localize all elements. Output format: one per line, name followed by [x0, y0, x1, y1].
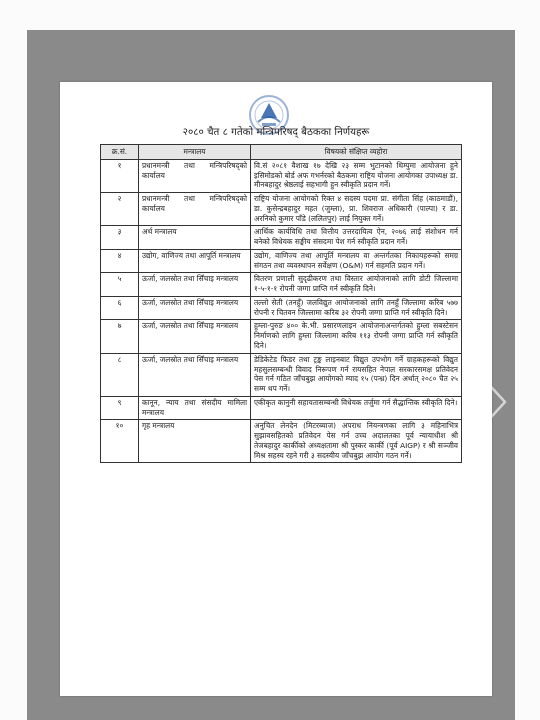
- row-number: ५: [101, 273, 139, 297]
- row-decision: एकीकृत कानुनी सहायतासम्बन्धी विधेयक तर्जुमा गर्न सैद्धान्तिक स्वीकृति दिने।: [251, 396, 462, 420]
- header-ministry: मन्त्रालय: [139, 145, 251, 160]
- row-decision: डेडिकेटेड फिडर तथा ट्रङ्क लाइनबाट विद्युत उपभोग गर्ने ग्राहकहरूको विद्युत महसुलसम्बन्धी विवाद निरूपण गर्न रायसहित नेपाल सरकारसमक्ष प्रतिवेदन पेस गर्न गठित जाँचबुझ आयोगको म्याद १५ (पन्ध्र) दिन अर्थात् २०८० चैत २५ सम्म थप गर्ने।: [251, 353, 462, 396]
- row-number: ७: [101, 320, 139, 353]
- row-ministry: ऊर्जा, जलस्रोत तथा सिँचाइ मन्त्रालय: [139, 320, 251, 353]
- table-row: [101, 159, 462, 192]
- table-row: [101, 273, 462, 297]
- row-decision: राष्ट्रिय योजना आयोगको रिक्त ४ सदस्य पदमा प्रा. संगीता सिंह (काठमाडौं), डा. कुसेन्द्रबहादुर महत (जुम्ला), प्रा. शिवराज अधिकारी (पाल्पा) र डा. अरनिको कुमार पाँडे (ललितपुर) लाई नियुक्त गर्ने।: [251, 193, 462, 226]
- decisions-table: [100, 144, 462, 463]
- table-row: [101, 420, 462, 463]
- header-decision: विषयको संक्षिप्त व्यहोरा: [251, 145, 462, 160]
- table-row: [101, 353, 462, 396]
- row-number: ६: [101, 296, 139, 320]
- table-row: [101, 320, 462, 353]
- row-number: १: [101, 159, 139, 192]
- row-decision: आर्थिक कार्यविधि तथा वित्तीय उत्तरदायित्व ऐन, २०७६ लाई संशोधन गर्न बनेको विधेयक सङ्घीय संसदमा पेश गर्न स्वीकृति प्रदान गर्ने।: [251, 226, 462, 250]
- row-number: २: [101, 193, 139, 226]
- row-ministry: प्रधानमन्त्री तथा मन्त्रिपरिषद्को कार्यालय: [139, 159, 251, 192]
- document-title: २०८० चैत ८ गतेको मन्त्रिपरिषद् बैठकका निर्णयहरू: [182, 127, 370, 138]
- row-number: ४: [101, 249, 139, 273]
- row-number: ३: [101, 226, 139, 250]
- row-ministry: प्रधानमन्त्री तथा मन्त्रिपरिषद्को कार्यालय: [139, 193, 251, 226]
- table-row: [101, 296, 462, 320]
- row-ministry: उद्योग, वाणिज्य तथा आपूर्ति मन्त्रालय: [139, 249, 251, 273]
- table-header-row: [101, 145, 462, 160]
- row-decision: वि.सं २०८१ वैशाख १७ देखि २३ सम्म भुटानको थिम्पुमा आयोजना हुने इसिमोडको बोर्ड अफ गभर्नरको बैठकमा राष्ट्रिय योजना आयोगका उपाध्यक्ष डा. मीनबहादुर श्रेष्ठलाई सहभागी हुन स्वीकृति प्रदान गर्ने।: [251, 159, 462, 192]
- row-number: १०: [101, 420, 139, 463]
- row-decision: वितरण प्रणाली सुदृढीकरण तथा विस्तार आयोजनाको लागि डोटी जिल्लामा १-५-१-१ रोपनी जग्गा प्राप्ति गर्न स्वीकृति दिने।: [251, 273, 462, 297]
- table-row: [101, 249, 462, 273]
- row-ministry: अर्थ मन्त्रालय: [139, 226, 251, 250]
- row-number: ९: [101, 396, 139, 420]
- row-ministry: ऊर्जा, जलस्रोत तथा सिँचाइ मन्त्रालय: [139, 353, 251, 396]
- document-page: [60, 82, 492, 696]
- row-decision: अनुचित लेनदेन (मिटरब्याज) अपराध नियन्त्रणका लागि ३ महिनाभित्र सुझावसहितको प्रतिवेदन पेस गर्न उच्च अदालतका पूर्व न्यायाधीश श्री तेजबहादुर कार्कीको अध्यक्षतामा श्री पुस्कर कार्की (पूर्व AIGP) र श्री सञ्जीव मिश्र सहस्य रहने गरी ३ सदस्यीय जाँचबुझ आयोग गठन गर्ने।: [251, 420, 462, 463]
- header-serial: क्र.सं.: [101, 145, 139, 160]
- row-number: ८: [101, 353, 139, 396]
- table-row: [101, 193, 462, 226]
- row-ministry: ऊर्जा, जलस्रोत तथा सिँचाइ मन्त्रालय: [139, 273, 251, 297]
- row-decision: तल्लो सेती (तनहुँ) जलविद्युत आयोजनाको लागि तनहुँ जिल्लामा करिब ५७७ रोपनी र चितवन जिल्लामा करिब ३२ रोपनी जग्गा प्राप्ति गर्न स्वीकृति दिने।: [251, 296, 462, 320]
- row-decision: हुम्ला-पुरुङ ४०० के.भी. प्रसारणलाइन आयोजनाअन्तर्गतको हुम्ला सबस्टेसन निर्माणको लागि हुम्ला जिल्लामा करिब ११३ रोपनी जग्गा प्राप्ति गर्न स्वीकृति दिने।: [251, 320, 462, 353]
- table-row: [101, 396, 462, 420]
- row-ministry: कानून, न्याय तथा संसदीय मामिला मन्त्रालय: [139, 396, 251, 420]
- row-ministry: ऊर्जा, जलस्रोत तथा सिँचाइ मन्त्रालय: [139, 296, 251, 320]
- table-row: [101, 226, 462, 250]
- row-decision: उद्योग, वाणिज्य तथा आपूर्ति मन्त्रालय वा अन्तर्गतका निकायहरूको समग्र संगठन तथा व्यवस्थापन सर्वेक्षण (O&M) गर्न सहमति प्रदान गर्ने।: [251, 249, 462, 273]
- row-ministry: गृह मन्त्रालय: [139, 420, 251, 463]
